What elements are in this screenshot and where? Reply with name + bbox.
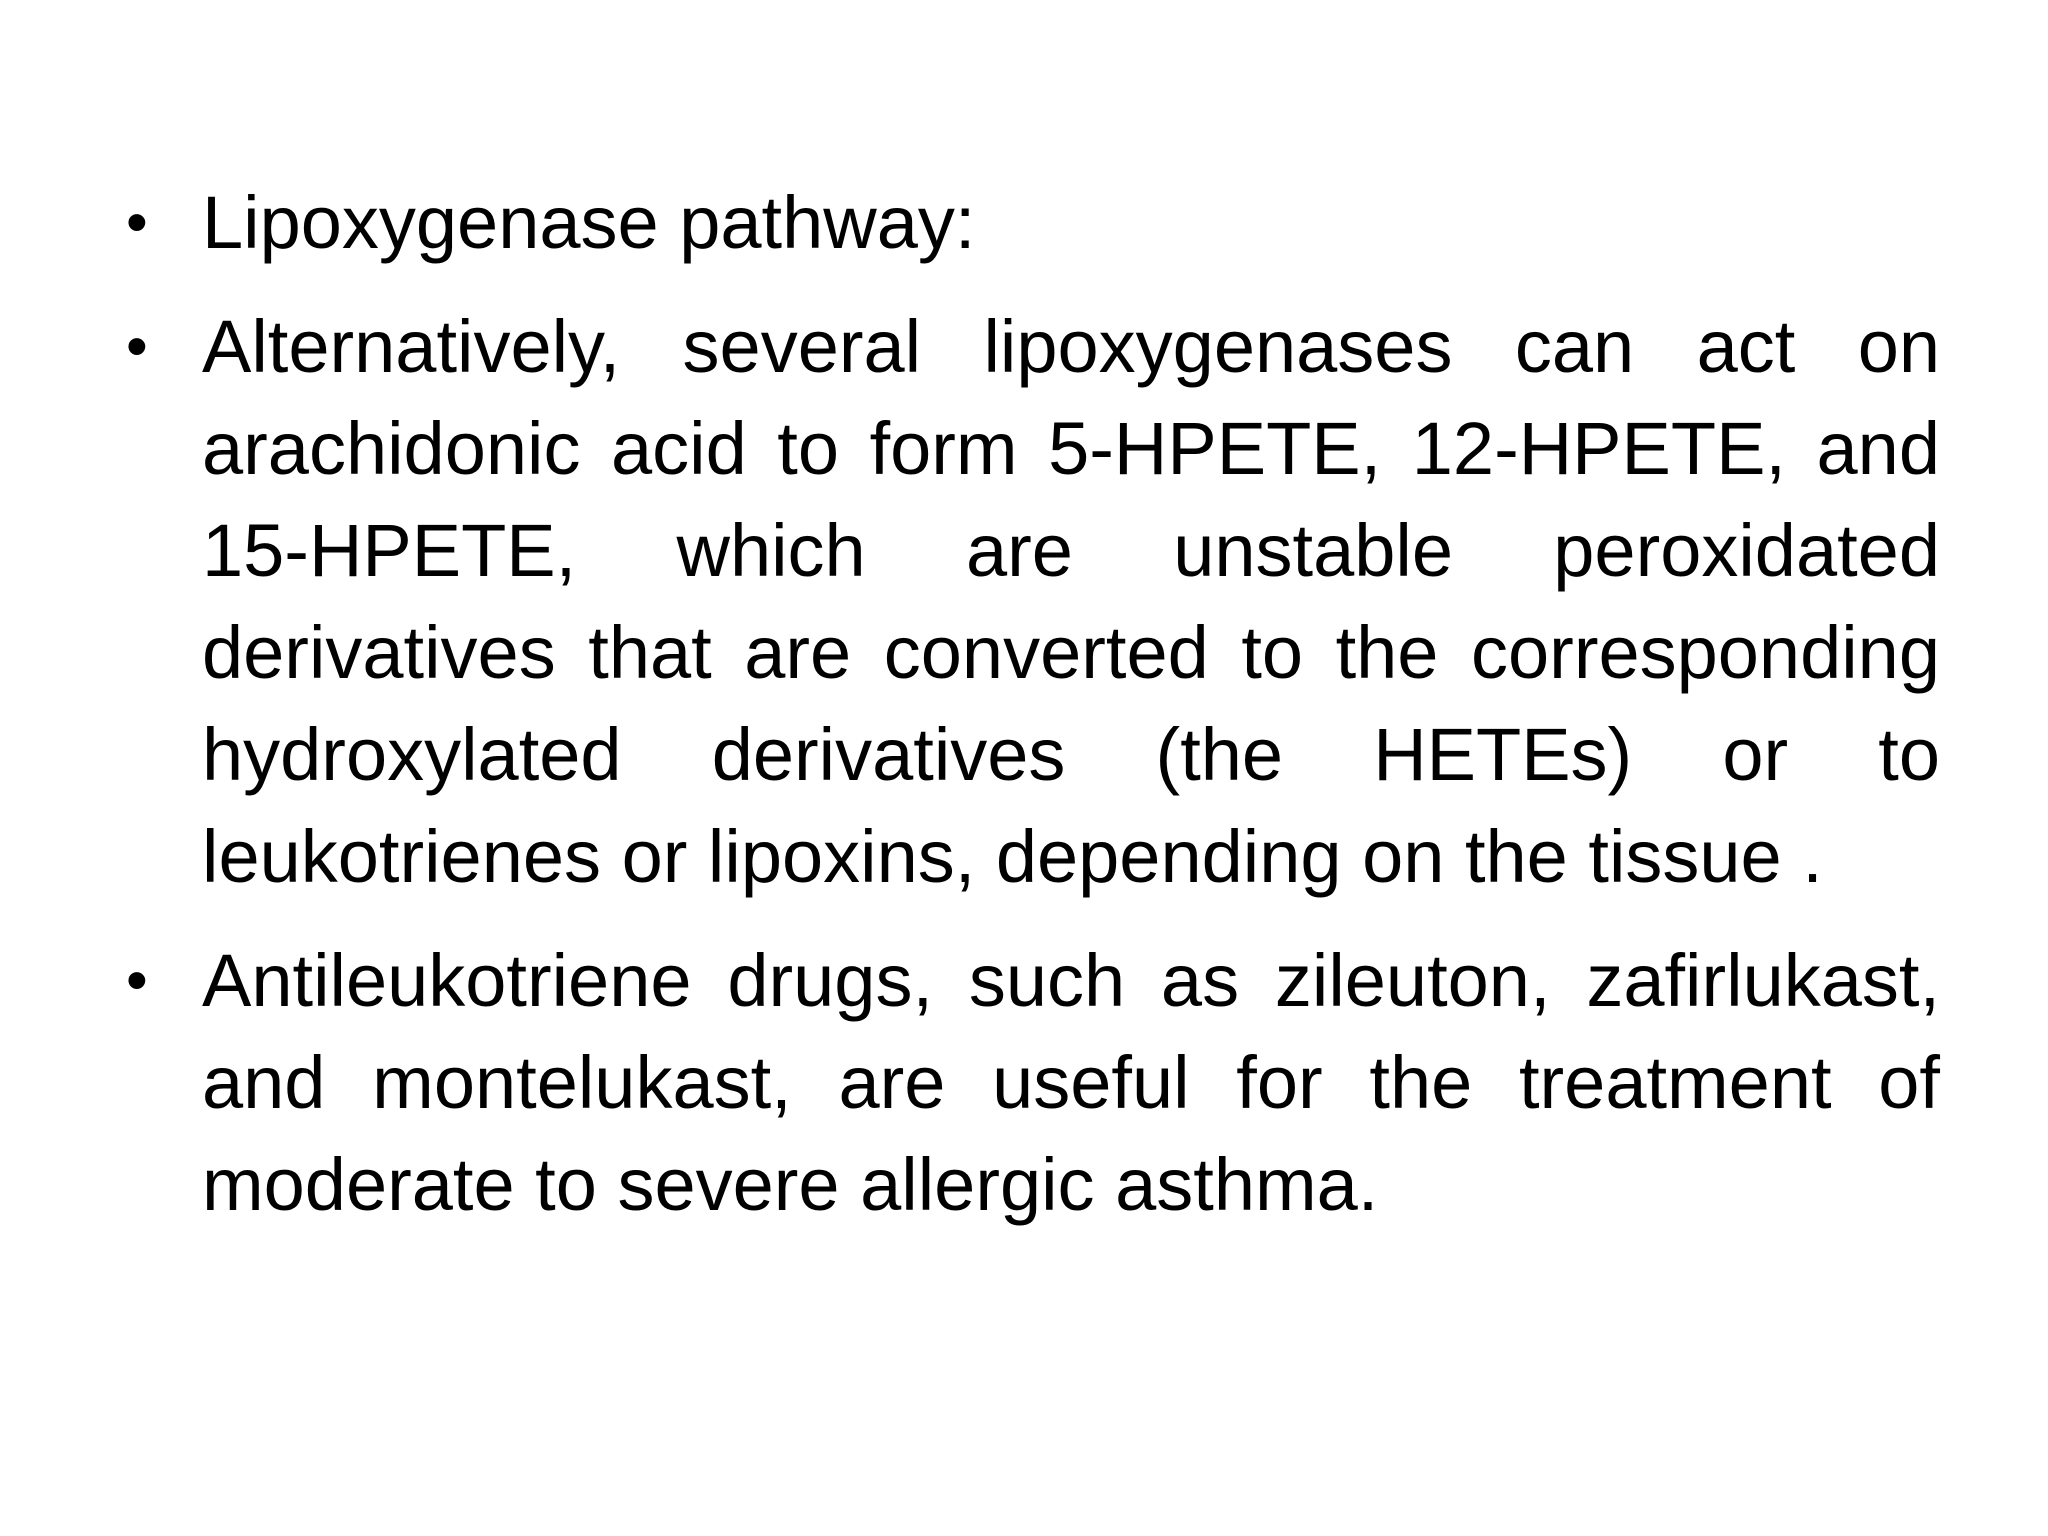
bullet-item [120,930,1940,1236]
bullet-item [120,296,1940,908]
bullet-list [120,172,1940,1258]
bullet-marker: • [126,946,148,1015]
bullet-marker: • [126,188,148,257]
bullet-text: Lipoxygenase pathway: [202,181,976,264]
bullet-marker: • [126,312,148,381]
bullet-text: Alternatively, several lipoxygenases can act on arachidonic acid to form 5-HPETE, 12-HPETE, and 15-HPETE, which are unstable peroxidated derivatives that are converted to the corresponding hydroxylated derivatives (the HETEs) or to leukotrienes or lipoxins, depending on the tissue . [202,305,1940,898]
bullet-item [120,172,1940,274]
bullet-text: Antileukotriene drugs, such as zileuton, zafirlukast, and montelukast, are useful for the treatment of moderate to severe allergic asthma. [202,939,1940,1226]
